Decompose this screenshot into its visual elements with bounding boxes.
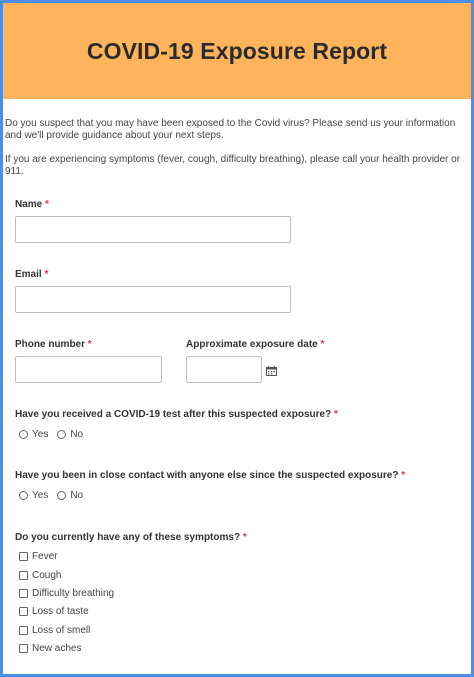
symptom-cough[interactable]: Cough <box>19 570 61 581</box>
required-marker: * <box>320 339 325 350</box>
radio-button[interactable] <box>57 491 66 500</box>
form-header <box>3 3 471 99</box>
required-marker: * <box>401 470 406 481</box>
symptoms-question-label: Do you currently have any of these symptoms? * <box>15 532 247 543</box>
calendar-icon[interactable] <box>266 366 277 376</box>
page-title: COVID-19 Exposure Report <box>86 37 388 64</box>
radio-button[interactable] <box>19 430 28 439</box>
contact-question-label: Have you been in close contact with anyone else since the suspected exposure? * <box>15 470 406 481</box>
required-marker: * <box>334 409 338 420</box>
intro-paragraph-2: If you are experiencing symptoms (fever, cough, difficulty breathing), please call your health provider or 911. <box>5 154 461 177</box>
checkbox[interactable] <box>19 589 28 598</box>
checkbox[interactable] <box>19 607 28 616</box>
symptom-new-aches[interactable]: New aches <box>19 643 81 654</box>
symptom-difficulty-breathing[interactable]: Difficulty breathing <box>19 588 114 599</box>
checkbox[interactable] <box>19 644 28 653</box>
required-marker: * <box>242 532 247 543</box>
radio-button[interactable] <box>57 430 66 439</box>
radio-button[interactable] <box>19 491 28 500</box>
phone-label: Phone number * <box>15 339 92 350</box>
checkbox[interactable] <box>19 571 28 580</box>
contact-option-no[interactable]: No <box>57 490 83 501</box>
test-radio-group <box>19 429 92 440</box>
contact-radio-group <box>19 490 92 501</box>
form-intro <box>5 118 465 190</box>
required-marker: * <box>44 269 49 280</box>
exposure-date-label: Approximate exposure date * <box>186 339 325 350</box>
test-question-label: Have you received a COVID-19 test after this suspected exposure? * <box>15 409 338 420</box>
name-label: Name * <box>15 199 49 210</box>
email-input[interactable] <box>15 286 291 313</box>
checkbox[interactable] <box>19 626 28 635</box>
test-option-no[interactable]: No <box>57 429 83 440</box>
exposure-date-input[interactable] <box>186 356 262 383</box>
checkbox[interactable] <box>19 552 28 561</box>
name-input[interactable] <box>15 216 291 243</box>
intro-paragraph-1: Do you suspect that you may have been exposed to the Covid virus? Please send us your information and we'll provide guidance about your next steps. <box>5 118 456 141</box>
required-marker: * <box>87 339 92 350</box>
phone-input[interactable] <box>15 356 162 383</box>
contact-option-yes[interactable]: Yes <box>19 490 48 501</box>
test-option-yes[interactable]: Yes <box>19 429 48 440</box>
symptom-loss-of-smell[interactable]: Loss of smell <box>19 625 90 636</box>
form-frame <box>3 3 471 674</box>
email-label: Email * <box>15 269 49 280</box>
symptom-loss-of-taste[interactable]: Loss of taste <box>19 606 89 617</box>
symptom-fever[interactable]: Fever <box>19 551 58 562</box>
required-marker: * <box>45 199 49 210</box>
